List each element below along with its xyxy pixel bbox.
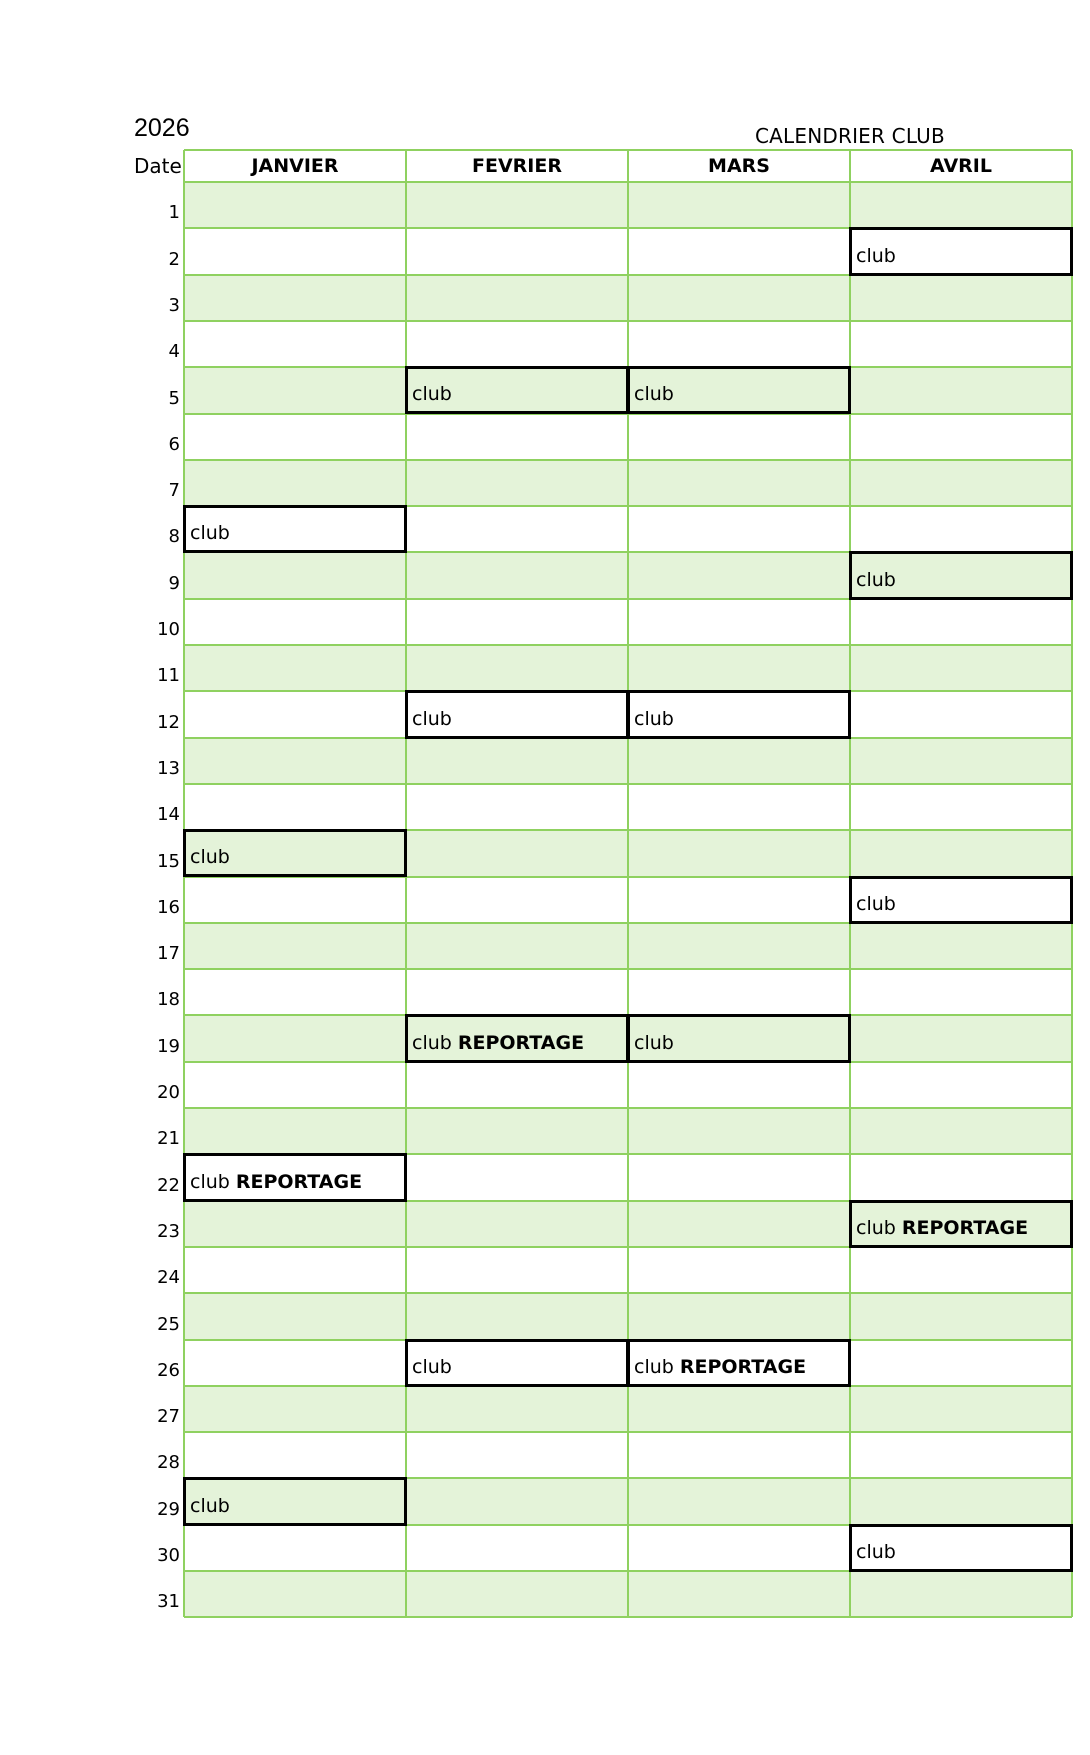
grid-line-horizontal [184,320,1072,322]
event-text: club [634,707,674,730]
date-column-label: Date [134,154,182,178]
event-cell[interactable] [627,1014,851,1062]
event-label [856,245,896,267]
event-text: club [856,244,896,267]
event-label [412,708,452,730]
month-header-fevrier: FEVRIER [472,155,562,177]
day-number: 18 [157,989,180,1011]
event-text: club [634,1031,674,1054]
grid-line-horizontal [184,459,1072,461]
event-cell[interactable] [405,1339,629,1387]
day-number: 31 [157,1591,180,1613]
day-number: 25 [157,1313,180,1335]
day-number: 3 [168,294,180,316]
event-label [190,846,230,868]
day-number: 2 [168,248,180,270]
event-label [634,1032,674,1054]
event-label [634,708,674,730]
grid-line-horizontal [184,1107,1072,1109]
event-label [634,1356,806,1378]
grid-line-horizontal [184,968,1072,970]
event-cell[interactable] [405,1014,629,1062]
day-number: 4 [168,341,180,363]
event-text: club [412,383,452,406]
page-title: CALENDRIER CLUB [755,124,945,148]
event-cell[interactable] [183,1153,407,1201]
day-number: 10 [157,619,180,640]
day-number: 8 [168,526,180,548]
event-text: club [856,1540,896,1563]
event-cell[interactable] [627,1339,851,1387]
event-cell[interactable] [627,690,851,738]
day-number: 28 [157,1452,180,1474]
grid-line-vertical [183,150,185,1617]
day-number: 27 [157,1406,180,1428]
grid-line-horizontal [184,644,1072,646]
grid-line-horizontal [184,783,1072,785]
day-number: 13 [157,757,180,779]
event-text: club [856,1216,896,1239]
day-number: 9 [168,572,180,594]
event-cell[interactable] [405,690,629,738]
event-text: club [412,1355,452,1378]
day-number: 29 [157,1498,180,1520]
event-cell[interactable] [183,1477,407,1525]
event-cell[interactable] [183,829,407,877]
event-extra: REPORTAGE [901,1216,1029,1239]
event-cell[interactable] [405,366,629,414]
event-text: club [412,707,452,730]
day-number: 14 [157,804,180,826]
day-number: 6 [168,433,180,455]
day-number: 11 [157,665,180,687]
grid-line-horizontal [184,1616,1072,1618]
event-extra: REPORTAGE [457,1031,585,1054]
event-label [412,1356,452,1378]
month-header-janvier: JANVIER [251,155,339,177]
day-number: 30 [157,1545,180,1566]
day-number: 19 [157,1035,180,1057]
day-number: 24 [157,1267,180,1289]
event-cell[interactable] [849,1524,1073,1572]
event-extra: REPORTAGE [679,1355,807,1378]
event-extra: REPORTAGE [235,1170,363,1193]
event-text: club [412,1031,452,1054]
event-label [190,1171,362,1193]
grid-line-horizontal [184,1431,1072,1433]
event-text: club [856,568,896,591]
event-label [856,569,896,591]
event-label [412,1032,584,1054]
month-header-avril: AVRIL [930,155,992,177]
event-cell[interactable] [849,227,1073,275]
day-number: 5 [168,387,180,409]
year-label: 2026 [134,114,190,142]
event-label [634,383,674,405]
event-text: club [190,846,230,869]
event-text: club [190,1494,230,1517]
day-number: 23 [157,1220,180,1242]
event-label [856,893,896,915]
grid-line-horizontal [184,149,1072,151]
grid-line-horizontal [184,181,1072,183]
event-text: club [634,383,674,406]
day-number: 21 [157,1128,180,1150]
day-number: 26 [157,1359,180,1381]
day-number: 16 [157,896,180,918]
event-cell[interactable] [849,551,1073,599]
event-cell[interactable] [849,1200,1073,1248]
month-header-mars: MARS [708,155,770,177]
event-text: club [190,522,230,545]
day-number: 12 [157,711,180,733]
event-cell[interactable] [183,505,407,553]
day-number: 20 [157,1082,180,1103]
event-label [190,522,230,544]
event-cell[interactable] [849,876,1073,924]
day-number: 7 [168,480,180,502]
event-text: club [856,892,896,915]
day-number: 22 [157,1174,180,1196]
day-number: 15 [157,850,180,872]
event-cell[interactable] [627,366,851,414]
event-label [856,1217,1028,1239]
grid-line-horizontal [184,1292,1072,1294]
event-text: club [634,1355,674,1378]
day-number: 17 [157,943,180,965]
event-label [412,383,452,405]
day-number: 1 [168,202,180,224]
event-text: club [190,1170,230,1193]
event-label [856,1541,896,1563]
event-label [190,1495,230,1517]
